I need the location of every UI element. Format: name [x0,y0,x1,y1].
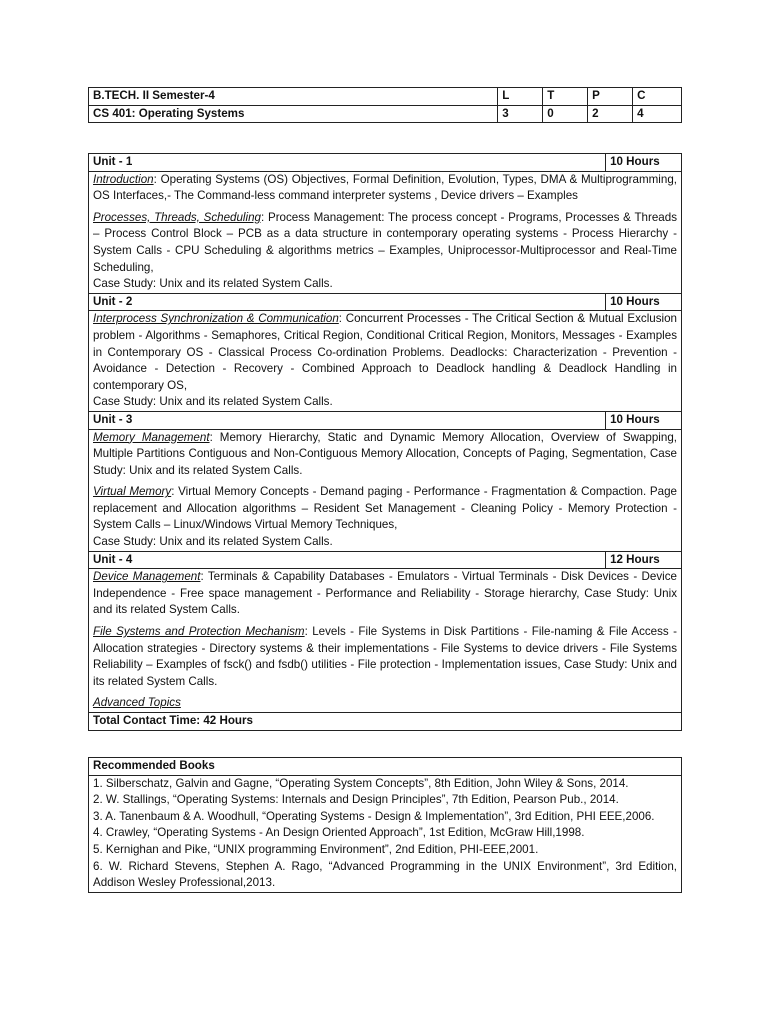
unit-header-row [89,154,682,172]
syllabus-table [88,153,682,731]
lecture-value: 3 [498,105,543,123]
book-item: 1. Silberschatz, Galvin and Gagne, “Operating System Concepts”, 8th Edition, John Wiley & Sons, 2014. [93,776,629,790]
topic-title: File Systems and Protection Mechanism [93,625,305,639]
credit-value: 4 [633,105,682,123]
topic-title: Virtual Memory [93,485,172,499]
unit-title: Unit - 1 [89,154,606,172]
book-item: 3. A. Tanenbaum & A. Woodhull, “Operating Systems - Design & Implementation”, 3rd Edition, PHI EEE,2006. [93,809,655,823]
unit-header-row [89,551,682,569]
book-item: 5. Kernighan and Pike, “UNIX programming Environment”, 2nd Edition, PHI-EEE,2001. [93,842,539,856]
unit-hours: 10 Hours [606,154,682,172]
course-name: CS 401: Operating Systems [89,105,498,123]
topic-paragraph [93,311,677,394]
topic-text: : Virtual Memory Concepts - Demand paging - Performance - Fragmentation & Compaction. Page replacement and Allocation algorithms – Resident Set Management - Cleaning Policy - Memory Protection - System Calls – Linux/Windows Virtual Memory Techniques, [93,485,677,532]
tutorial-col-label: T [543,88,588,106]
topic-paragraph [93,430,677,480]
topic-paragraph [93,624,677,690]
topic-text: : Levels - File Systems in Disk Partitions - File-naming & File Access - Allocation strategies - Directory systems & their implementations - File Systems to device drivers - File Systems Reliability – Examples of fsck() and fsdb() utilities - File protection - Implementation issues, Case Study: Unix and its related System Calls. [93,625,677,688]
topic-title: Interprocess Synchronization & Communication [93,312,339,326]
topic-text: : Terminals & Capability Databases - Emulators - Virtual Terminals - Disk Devices - Device Independence - Free space management - Performance and Reliability - Storage hierarchy, Case Study: Unix and its related System Calls. [93,570,677,617]
semester-label: B.TECH. II Semester-4 [89,88,498,106]
practical-value: 2 [588,105,633,123]
credit-col-label: C [633,88,682,106]
unit-header-row [89,293,682,311]
unit-hours: 12 Hours [606,551,682,569]
topic-paragraph [93,210,677,276]
books-content-row [89,775,682,892]
case-study: Case Study: Unix and its related System Calls. [93,277,333,291]
total-row [89,713,682,731]
topic-text: : Operating Systems (OS) Objectives, Formal Definition, Evolution, Types, DMA & Multiprogramming, OS Interfaces,- The Command-less command interpreter systems , Device drivers – Examples [93,172,677,203]
topic-title: Advanced Topics [93,696,181,710]
unit-title: Unit - 3 [89,411,606,429]
lecture-col-label: L [498,88,543,106]
topic-paragraph [93,569,677,619]
unit-content [89,569,682,713]
case-study: Case Study: Unix and its related System Calls. [93,535,333,549]
total-contact-time: Total Contact Time: 42 Hours [89,713,682,731]
topic-title: Processes, Threads, Scheduling [93,210,261,224]
book-item: 2. W. Stallings, “Operating Systems: Internals and Design Principles”, 7th Edition, Pearson Pub., 2014. [93,793,619,807]
unit-content-row [89,569,682,713]
unit-content-row [89,429,682,551]
unit-content [89,171,682,293]
topic-title: Memory Management [93,430,210,444]
topic-text: : Memory Hierarchy, Static and Dynamic Memory Allocation, Overview of Swapping, Multiple Partitions Contiguous and Non-Contiguous Memory Allocation, Concepts of Paging, Segmentation, Case Study: Unix and its related System Calls. [93,430,677,477]
topic-text: : Process Management: The process concept - Programs, Processes & Threads – Process Control Block – PCB as a data structure in contemporary operating systems - Process Hierarchy - System Calls - CPU Scheduling & algorithms metrics – Examples, Uniprocessor-Multiprocessor and Real-Time Scheduling, [93,210,677,274]
unit-content [89,429,682,551]
books-header-row [89,758,682,776]
unit-content [89,311,682,412]
unit-hours: 10 Hours [606,293,682,311]
unit-content-row [89,311,682,412]
books-title: Recommended Books [89,758,682,776]
topic-paragraph [93,695,677,712]
case-study: Case Study: Unix and its related System Calls. [93,395,333,409]
topic-title: Device Management [93,570,201,584]
books-table [88,757,682,893]
books-list [89,775,682,892]
unit-hours: 10 Hours [606,411,682,429]
header-row-course [89,105,682,123]
tutorial-value: 0 [543,105,588,123]
topic-text: : Concurrent Processes - The Critical Section & Mutual Exclusion problem - Algorithms - Semaphores, Critical Region, Conditional Critical Region, Monitors, Messages - Examples in Contemporary OS - Classical Process Co-ordination Problems. Deadlocks: Characterization - Prevention - Avoidance - Detection - Recovery - Combined Approach to Deadlock handling & Deadlock Handling in contemporary OS, [93,312,677,392]
header-row-semester [89,88,682,106]
practical-col-label: P [588,88,633,106]
book-item: 6. W. Richard Stevens, Stephen A. Rago, “Advanced Programming in the UNIX Environment”, 3rd Edition, Addison Wesley Professional,2013. [93,859,677,890]
topic-paragraph [93,172,677,205]
unit-title: Unit - 2 [89,293,606,311]
unit-title: Unit - 4 [89,551,606,569]
topic-title: Introduction [93,172,154,186]
book-item: 4. Crawley, “Operating Systems - An Design Oriented Approach”, 1st Edition, McGraw Hill,1998. [93,826,585,840]
unit-header-row [89,411,682,429]
unit-content-row [89,171,682,293]
course-header-table [88,87,682,123]
topic-paragraph [93,484,677,534]
